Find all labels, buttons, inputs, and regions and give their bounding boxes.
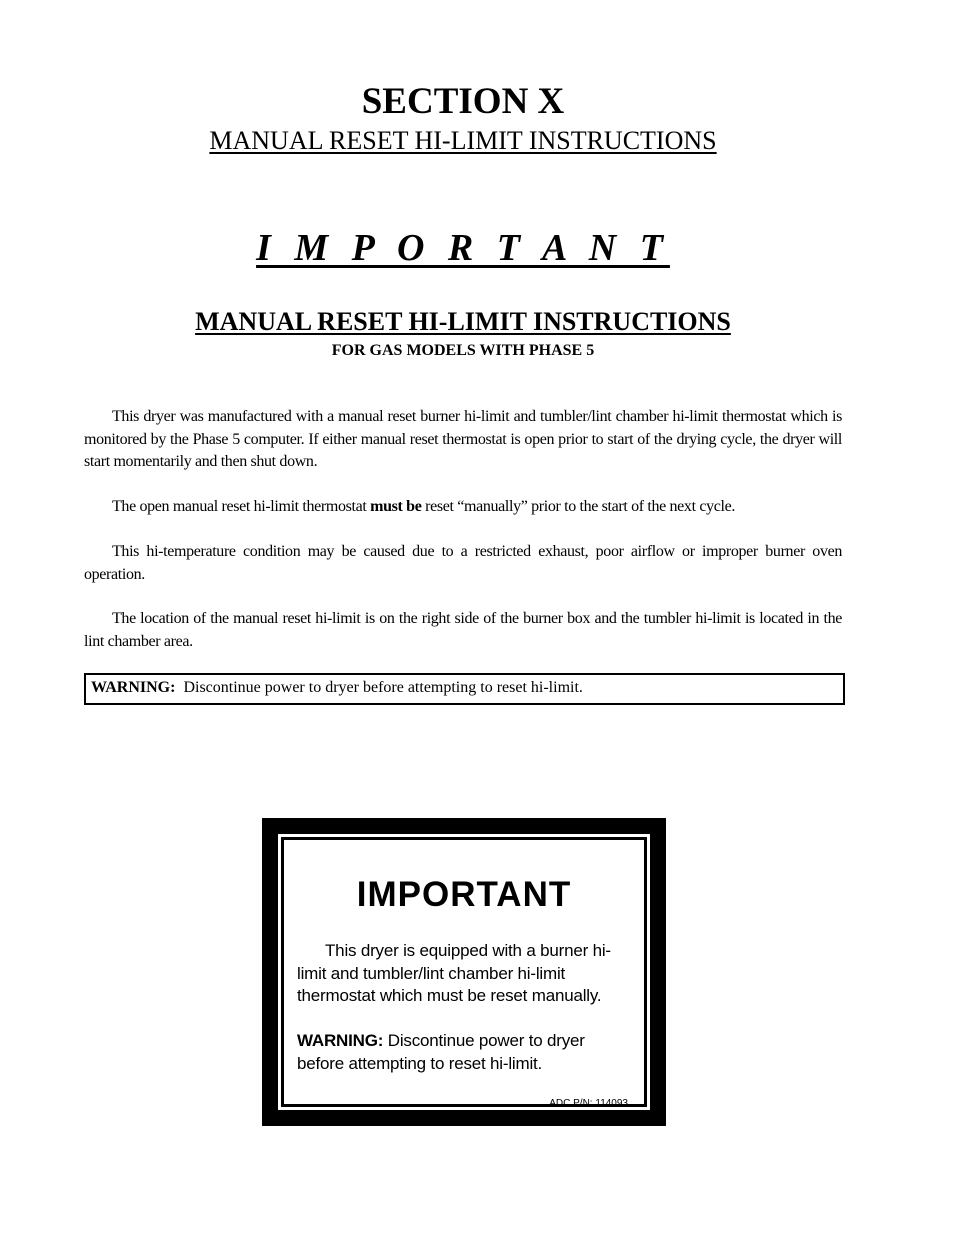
paragraph-text: The location of the manual reset hi-limit is on the right side of the burner box and the tumbler hi-limit is located in the lint chamber area. [84, 610, 842, 650]
paragraph-location [84, 608, 842, 653]
paragraph-thermostat-info [84, 406, 842, 474]
label-body-text: This dryer is equipped with a burner hi-limit and tumbler/lint chamber hi-limit thermostat which must be reset manually. [297, 941, 611, 1005]
warning-label: WARNING: [91, 679, 176, 696]
paragraph-causes [84, 541, 842, 586]
label-panel [278, 834, 650, 1110]
label-warning [297, 1030, 627, 1075]
paragraph-text: This dryer was manufactured with a manual reset burner hi-limit and tumbler/lint chamber hi-limit thermostat which is monitored by the Phase 5 computer. If either manual reset thermostat is open prior to start of the drying cycle, the dryer will start momentarily and then shut down. [84, 408, 842, 470]
emphasis-text: must be [370, 498, 422, 515]
part-number: ADC P/N: 114093 [549, 1098, 628, 1109]
instructions-subtitle: FOR GAS MODELS WITH PHASE 5 [331, 342, 595, 359]
paragraph-text: reset “manually” prior to the start of the next cycle. [421, 498, 735, 515]
label-warning-text: Discontinue power to dryer before attempting to reset hi-limit. [297, 1031, 585, 1073]
important-heading: I M P O R T A N T [256, 227, 670, 269]
important-label [262, 818, 666, 1126]
warning-box [84, 673, 845, 705]
label-body [297, 940, 627, 1008]
paragraph-text: The open manual reset hi-limit thermostat [112, 498, 371, 515]
label-border [281, 837, 647, 1107]
paragraph-reset-manually [84, 496, 842, 519]
section-subtitle: MANUAL RESET HI-LIMIT INSTRUCTIONS [209, 126, 717, 155]
paragraph-text: This hi-temperature condition may be caused due to a restricted exhaust, poor airflow or improper burner oven operation. [84, 543, 842, 583]
section-title: SECTION X [361, 81, 565, 122]
label-title: IMPORTANT [356, 875, 572, 914]
warning-text: Discontinue power to dryer before attempting to reset hi-limit. [183, 679, 583, 696]
instructions-title: MANUAL RESET HI-LIMIT INSTRUCTIONS [195, 307, 731, 336]
label-warning-label: WARNING: [297, 1031, 384, 1050]
